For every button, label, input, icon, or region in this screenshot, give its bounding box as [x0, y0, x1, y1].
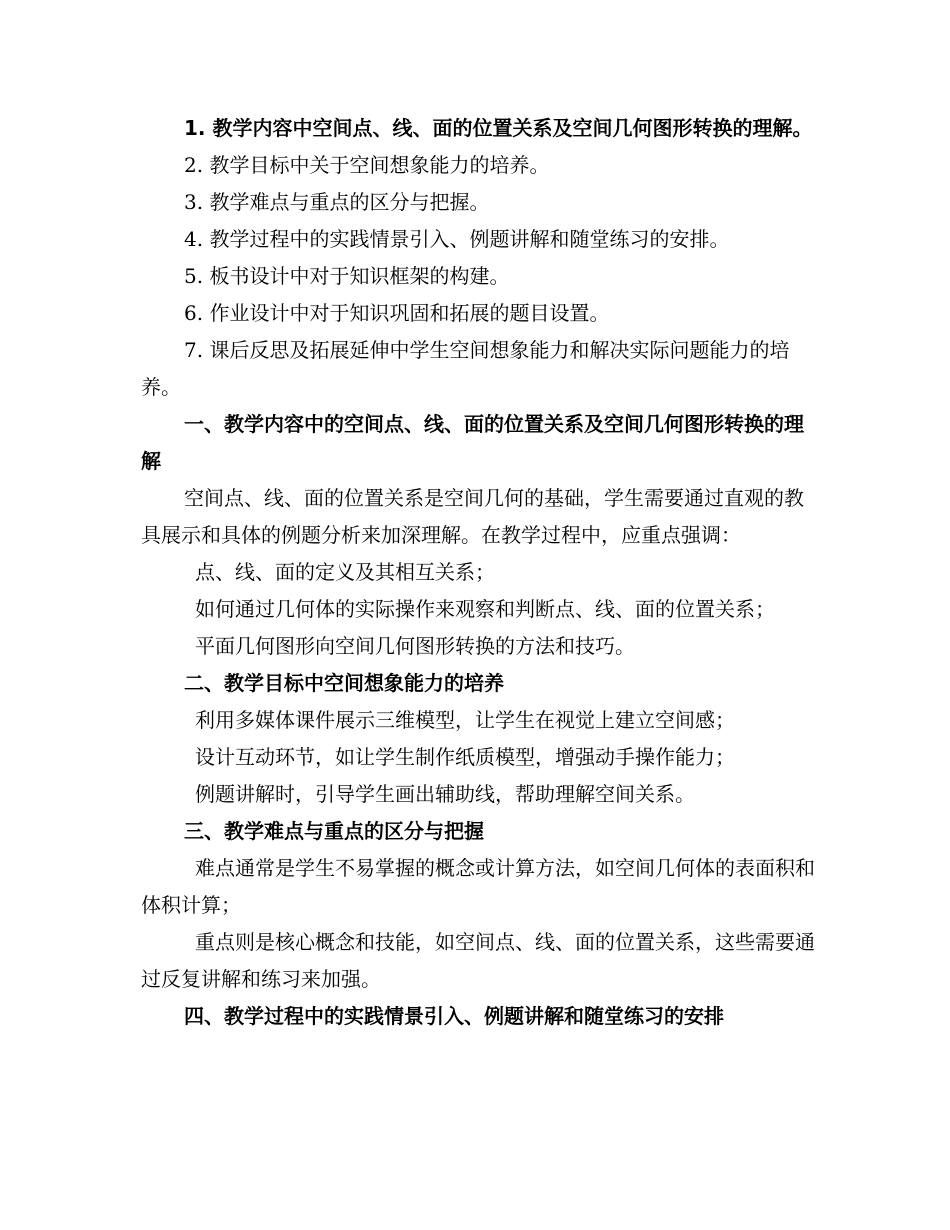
- list-item-7: 7. 课后反思及拓展延伸中学生空间想象能力和解决实际问题能力的培养。: [141, 338, 790, 399]
- section-3-point-1: 难点通常是学生不易掌握的概念或计算方法，如空间几何体的表面积和体积计算；: [141, 856, 815, 917]
- section-2-point-3: 例题讲解时，引导学生画出辅助线，帮助理解空间关系。: [195, 782, 695, 806]
- section-4-heading: 四、教学过程中的实践情景引入、例题讲解和随堂练习的安排: [184, 1004, 724, 1028]
- list-item-2: 2. 教学目标中关于空间想象能力的培养。: [184, 153, 550, 177]
- section-1-heading: 一、教学内容中的空间点、线、面的位置关系及空间几何图形转换的理解: [141, 412, 804, 473]
- section-3-point-2: 重点则是核心概念和技能，如空间点、线、面的位置关系，这些需要通过反复讲解和练习来加强。: [141, 930, 815, 991]
- section-2-heading: 二、教学目标中空间想象能力的培养: [184, 671, 504, 695]
- section-3-heading: 三、教学难点与重点的区分与把握: [184, 819, 484, 843]
- section-1-body: 空间点、线、面的位置关系是空间几何的基础，学生需要通过直观的教具展示和具体的例题分析来加深理解。在教学过程中，应重点强调：: [141, 486, 804, 547]
- section-1-point-1: 点、线、面的定义及其相互关系；: [195, 560, 495, 584]
- list-item-3: 3. 教学难点与重点的区分与把握。: [184, 190, 490, 214]
- list-item-1: 1. 教学内容中空间点、线、面的位置关系及空间几何图形转换的理解。: [184, 116, 813, 140]
- section-1-point-2: 如何通过几何体的实际操作来观察和判断点、线、面的位置关系；: [195, 597, 775, 621]
- document-body: [141, 110, 821, 1035]
- section-1-point-3: 平面几何图形向空间几何图形转换的方法和技巧。: [195, 634, 635, 658]
- list-item-4: 4. 教学过程中的实践情景引入、例题讲解和随堂练习的安排。: [184, 227, 730, 251]
- section-2-point-2: 设计互动环节，如让学生制作纸质模型，增强动手操作能力；: [195, 745, 735, 769]
- list-item-6: 6. 作业设计中对于知识巩固和拓展的题目设置。: [184, 301, 610, 325]
- list-item-5: 5. 板书设计中对于知识框架的构建。: [184, 264, 510, 288]
- section-2-point-1: 利用多媒体课件展示三维模型，让学生在视觉上建立空间感；: [195, 708, 735, 732]
